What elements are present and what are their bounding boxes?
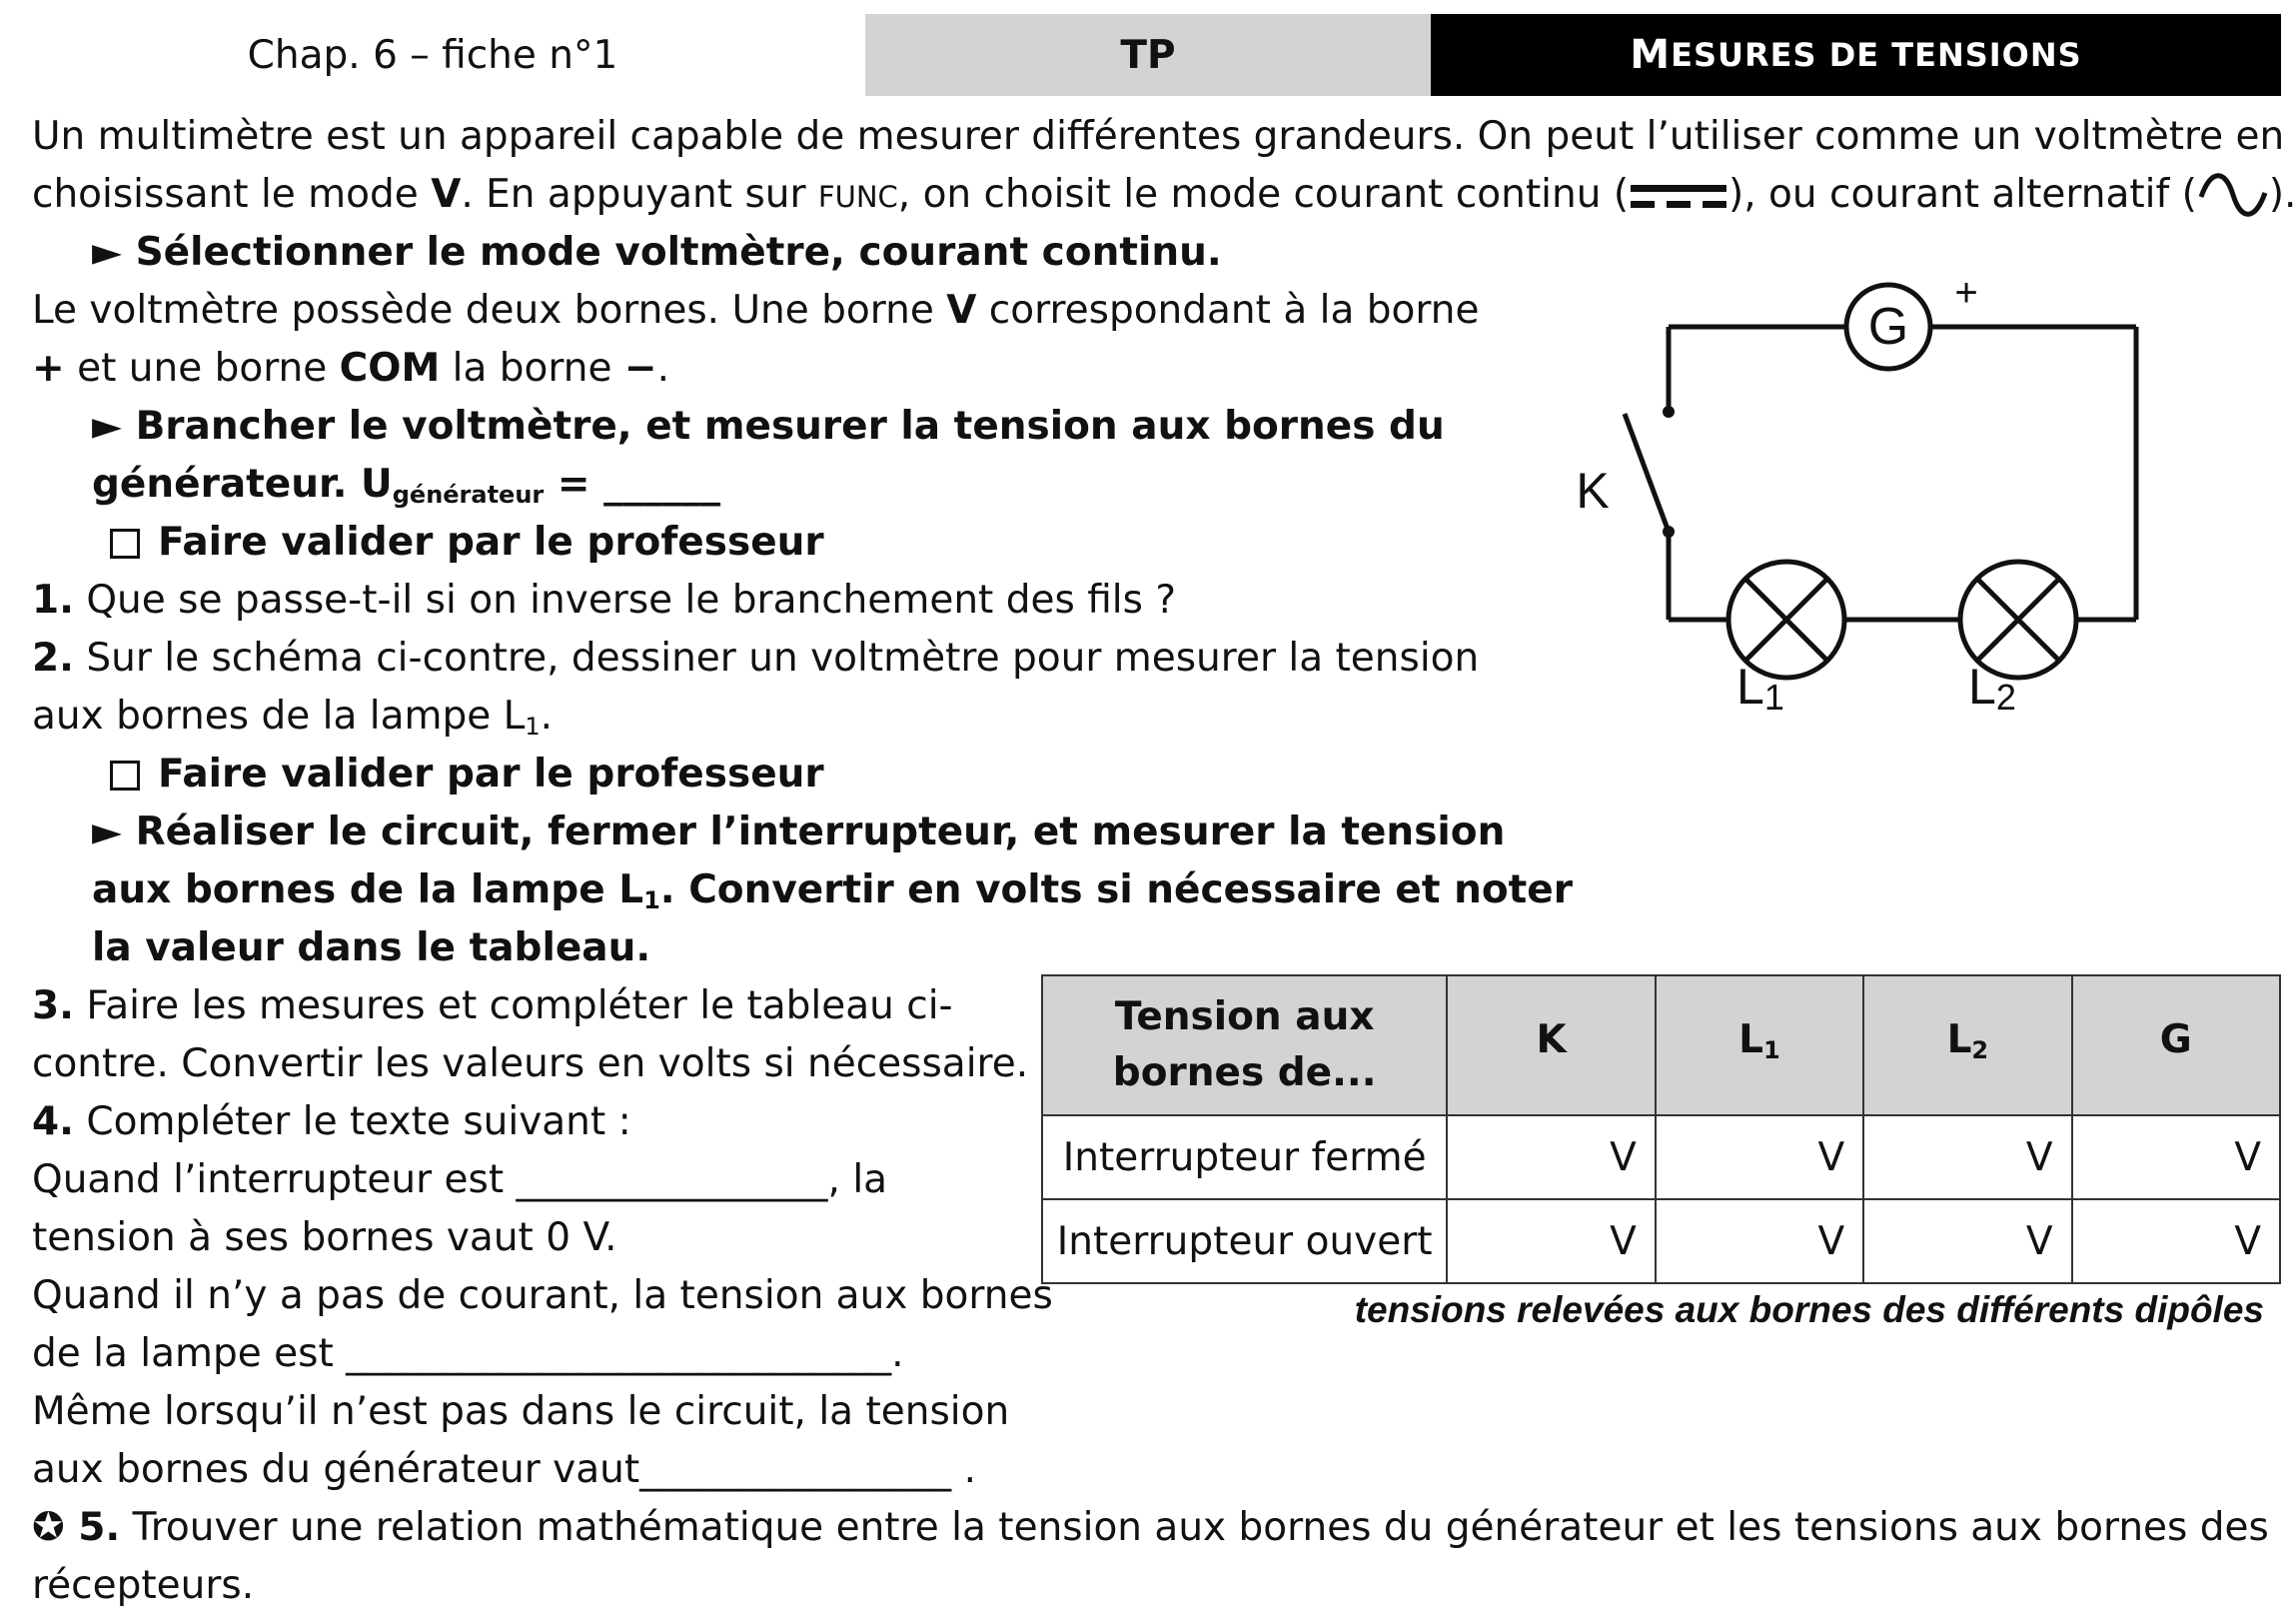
question-2-line-1: 2. Sur le schéma ci-contre, dessiner un voltmètre pour mesurer la tension	[32, 636, 1480, 681]
question-2-line-2: aux bornes de la lampe $L_1$.	[32, 694, 554, 741]
direct-current-icon	[1629, 181, 1728, 211]
func-label: FUNC	[817, 180, 898, 214]
question-4-line-5: de la lampe est ____________________________.	[32, 1331, 904, 1376]
question-4-line-6: Même lorsqu’il n’est pas dans le circuit, la tension	[32, 1389, 1010, 1434]
lamp-1-label: L1	[1736, 659, 1784, 718]
validate-checkbox[interactable]	[110, 761, 140, 791]
switch-lever	[1625, 414, 1669, 532]
row-label-open: Interrupteur ouvert	[1042, 1199, 1447, 1283]
star-icon: ✪	[32, 1505, 65, 1550]
column-header-k: K	[1447, 975, 1655, 1115]
measurement-table	[1041, 974, 2281, 1284]
question-5-line-1: ✪ 5. Trouver une relation mathématique entre la tension aux bornes du générateur et les tensions aux bornes des	[32, 1505, 2269, 1550]
table-row	[1042, 1199, 2280, 1283]
column-header-l2: $L_2$	[1863, 975, 2071, 1115]
header-title: M ESURES DE TENSIONS	[1431, 14, 2281, 96]
cell-value[interactable]: V	[2072, 1199, 2280, 1283]
question-4-line-7: aux bornes du générateur vaut________________ .	[32, 1447, 976, 1492]
cell-value[interactable]: V	[1863, 1199, 2071, 1283]
cell-value[interactable]: V	[2072, 1115, 2280, 1199]
question-5-line-2: récepteurs.	[32, 1563, 255, 1608]
alternating-current-icon	[2197, 171, 2269, 219]
table-row	[1042, 1115, 2280, 1199]
switch-contact-bottom	[1663, 526, 1675, 538]
cell-value[interactable]: V	[1656, 1199, 1863, 1283]
question-3-line-2: contre. Convertir les valeurs en volts si nécessaire.	[32, 1041, 1029, 1086]
question-4-line-1: 4. Compléter le texte suivant :	[32, 1099, 631, 1144]
generator-plus-label: +	[1954, 271, 1978, 315]
step-build-circuit-1: ► Réaliser le circuit, fermer l’interrupteur, et mesurer la tension	[92, 810, 1506, 854]
step-connect-voltmeter: ► Brancher le voltmètre, et mesurer la tension aux bornes du	[92, 404, 1445, 449]
step-build-circuit-3: la valeur dans le tableau.	[92, 925, 651, 970]
switch-label: K	[1576, 463, 1610, 519]
intro-line-1: Un multimètre est un appareil capable de mesurer différentes grandeurs. On peut l’utiliser comme un voltmètre en	[32, 114, 2285, 159]
validate-1: Faire valider par le professeur	[110, 514, 824, 572]
question-3-line-1: 3. Faire les mesures et compléter le tableau ci-	[32, 983, 953, 1028]
cell-value[interactable]: V	[1863, 1115, 2071, 1199]
lamp-2-label: L2	[1968, 659, 2016, 718]
cell-value[interactable]: V	[1447, 1115, 1655, 1199]
intro-line-2: choisissant le mode V. En appuyant sur FUNC, on choisit le mode courant continu ( ), ou courant alternatif ( ).	[32, 172, 2296, 217]
column-header-l1: $L_1$	[1656, 975, 1863, 1115]
validate-checkbox[interactable]	[110, 529, 140, 559]
step-build-circuit-2: aux bornes de la lampe $L_1$. Convertir en volts si nécessaire et noter	[92, 867, 1573, 914]
table-header-row	[1042, 975, 2280, 1115]
header-chapter: Chap. 6 – fiche n°1	[247, 32, 618, 78]
switch-contact-top	[1663, 406, 1675, 418]
question-4-line-2: Quand l’interrupteur est ________________, la	[32, 1157, 888, 1202]
step-generator-voltage: générateur. $U_{générateur}$ = ______	[92, 462, 721, 509]
validate-2: Faire valider par le professeur	[110, 746, 824, 804]
question-1: 1. Que se passe-t-il si on inverse le branchement des fils ?	[32, 578, 1177, 623]
step-select-mode: ► Sélectionner le mode voltmètre, courant continu.	[92, 230, 1222, 275]
row-label-closed: Interrupteur fermé	[1042, 1115, 1447, 1199]
header-tp: TP	[865, 14, 1431, 96]
table-caption: tensions relevées aux bornes des différents dipôles	[1354, 1289, 2264, 1330]
question-4-line-3: tension à ses bornes vaut 0 V.	[32, 1215, 617, 1260]
column-header-g: G	[2072, 975, 2280, 1115]
bornes-line-2: + et une borne COM la borne −.	[32, 346, 669, 391]
cell-value[interactable]: V	[1447, 1199, 1655, 1283]
circuit-diagram	[1559, 262, 2178, 722]
cell-value[interactable]: V	[1656, 1115, 1863, 1199]
generator-label: G	[1867, 298, 1909, 356]
question-4-line-4: Quand il n’y a pas de courant, la tension aux bornes	[32, 1273, 1053, 1318]
bornes-line-1: Le voltmètre possède deux bornes. Une borne V correspondant à la borne	[32, 288, 1480, 333]
table-header-label: Tension aux bornes de...	[1042, 975, 1447, 1115]
